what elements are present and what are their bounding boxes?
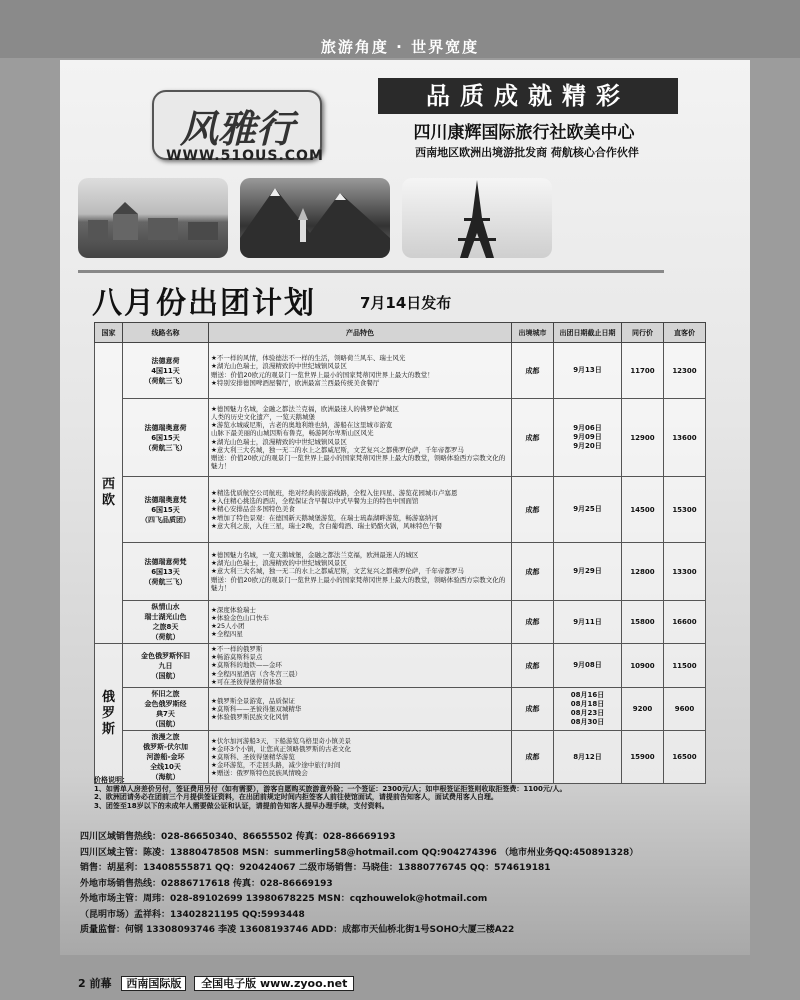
departure-city: 成都 [512,601,554,644]
peer-price: 9200 [622,688,664,731]
table-row [95,477,706,543]
retail-price: 13300 [664,543,706,601]
route-features: ★深度体验瑞士 ★体验金色山口快车 ★25人小团 ★全程四星 [209,601,512,644]
peer-price: 15900 [622,731,664,784]
peer-price: 12900 [622,399,664,477]
departure-dates: 08月16日 08月18日 08月23日 08月30日 [554,688,622,731]
col-peer-price: 同行价 [622,323,664,343]
col-country: 国家 [95,323,123,343]
departure-city: 成都 [512,543,554,601]
departure-city: 成都 [512,731,554,784]
departure-city: 成都 [512,688,554,731]
retail-price: 15300 [664,477,706,543]
col-retail-price: 直客价 [664,323,706,343]
contact-line: 四川区域销售热线：028-86650340、86655502 传真：028-86669193 [80,832,396,842]
table-row [95,688,706,731]
route-name: 法德瑞奥意荷 6国15天 （荷航三飞） [123,399,209,477]
town-photo [78,178,228,258]
route-name: 怀旧之旅 金色俄罗斯经 典7天 （国航） [123,688,209,731]
retail-price: 16500 [664,731,706,784]
agency-name: 四川康辉国际旅行社欧美中心 [413,123,635,143]
note-line: 2、欧洲团请务必在团前三个月提供签证资料，在出团前规定时间内拒签客人前往使馆面试，请提前告知客人，面试费用客人自理。 [94,793,498,801]
table-row [95,343,706,399]
price-notes [94,776,706,810]
retail-price: 13600 [664,399,706,477]
contact-line: 质量监督：何钢 13308093746 李凌 13608193746 ADD：成都市天仙桥北街1号SOHO大厦三楼A22 [80,925,515,935]
contact-line: 外地市场销售热线：02886717618 传真：028-86669193 [80,878,333,889]
departure-dates: 9月08日 [554,644,622,688]
plan-date: 7月14日发布 [360,294,452,312]
route-features: ★不一样的俄罗斯 ★畅游莫斯科景点 ★莫斯科的地铁——金环 ★全程四星酒店（含冬宫三晨） ★可在圣彼得堡停留体验 [209,644,512,688]
tour-body [95,343,706,784]
contact-line: 销售：胡星利：13408555871 QQ：920424067 二级市场销售：马晓佳：13880776745 QQ：574619181 [80,863,551,873]
contact-block [80,830,740,939]
footer [78,975,354,991]
region-russia: 俄 罗 斯 [95,644,123,784]
note-line: 1、如需单人房差价另付，签证费用另付（如有需要），游客自愿购买旅游意外险；一个签证：2300元/人；如申根签证拒签则收取拒签费：1100元/人。 [94,784,567,793]
region-west-europe: 西 欧 [95,343,123,644]
plan-title: 八月份出团计划 [92,286,316,321]
route-features: ★俄罗斯全景游览，品质保证 ★莫斯科——圣彼得堡双城精华 ★体验俄罗斯民族文化风情 [209,688,512,731]
route-features: ★德国魅力名城，一览天鹅城堡，金融之都法兰克福，欧洲最迷人的城区 ★湖光山色瑞士，浪漫精致的中世纪城镇风景区 ★意大利三大名城，独一无二的水上之都威尼斯，文艺复兴之都佛罗伦萨，千年帝都罗马 赠送：价值20欧元的观景门一览世界上最小的国家梵蒂冈世界上最大的教堂，领略体验西方宗教文化的魅力！ [209,543,512,601]
alps-photo [240,178,390,258]
edition-badge: 西南国际版 [121,976,186,991]
contact-line: 外地市场主管：周玮：028-89102699 13980678225 MSN：cqzhouwelok@hotmail.com [80,894,488,904]
departure-city: 成都 [512,644,554,688]
departure-dates: 9月06日 9月09日 9月20日 [554,399,622,477]
divider [78,270,664,273]
page-number: 2 [78,977,86,990]
departure-dates: 9月29日 [554,543,622,601]
peer-price: 15800 [622,601,664,644]
contact-line: 四川区域主管：陈凌：13880478508 MSN：summerling58@hotmail.com QQ:904274396 （地市州业务QQ:450891328） [80,847,639,858]
peer-price: 11700 [622,343,664,399]
departure-dates: 9月11日 [554,601,622,644]
eiffel-photo [402,178,552,258]
route-features: ★不一样的风情，体验德法不一样的生活，领略荷兰风车、瑞士风光 ★湖光山色瑞士，浪漫精致的中世纪城镇风景区 赠送：价值20欧元的观景门一览世界上最小的国家梵蒂冈世界上最大的教堂！ ★特别安排德国啤酒屋餐厅，欧洲最富兰西最传统美食餐厅 [209,343,512,399]
note-line: 3、团签至18岁以下的未成年人需要做公证和认证，请提前告知客人提早办理手续，支付资料。 [94,801,389,810]
table-row [95,543,706,601]
departure-dates: 9月13日 [554,343,622,399]
route-name: 纵情山水 瑞士湖光山色 之旅8天 （荷航） [123,601,209,644]
col-city: 出境城市 [512,323,554,343]
departure-city: 成都 [512,343,554,399]
slogan: 旅游角度 · 世界宽度 [320,38,480,56]
notes-title: 价格说明： [94,776,129,784]
peer-price: 10900 [622,644,664,688]
route-name: 法德意荷 4国11天 （荷航三飞） [123,343,209,399]
departure-city: 成都 [512,399,554,477]
departure-city: 成都 [512,477,554,543]
col-dates: 出团日期截止日期 [554,323,622,343]
table-header-row [95,323,706,343]
retail-price: 12300 [664,343,706,399]
front-label: 前幕 [89,977,112,990]
route-features: ★伏尔加河游船3天，下船游览乌格里奇小镇美景 ★金环3个小镇，让您真正领略俄罗斯的古老文化 ★莫斯科、圣彼得堡精华游览 ★金环游览，不走回头路，减少途中旅行时间 ★赠送：俄罗斯特色民族风情晚会 [209,731,512,784]
col-features: 产品特色 [209,323,512,343]
route-name: 浪漫之旅 俄罗斯-伏尔加 河游船-金环 全线10天 （海航） [123,731,209,784]
logo-text: 风雅行 [179,106,294,151]
ad-page [60,60,750,955]
tour-table [94,322,706,784]
headline: 品质成就精彩 [378,78,678,114]
route-name: 法德瑞奥意梵 6国15天 （四飞品质团） [123,477,209,543]
route-name: 金色俄罗斯怀旧 九日 （国航） [123,644,209,688]
retail-price: 11500 [664,644,706,688]
retail-price: 9600 [664,688,706,731]
footer-site[interactable]: 全国电子版 www.zyoo.net [194,976,354,991]
col-route: 线路名称 [123,323,209,343]
contact-line: （昆明市场）孟祥科：13402821195 QQ:5993448 [80,909,305,920]
route-features: ★德国魅力名城，金融之都法兰克福，欧洲最迷人的佛罗伦萨城区 人类的历史文化遗产，一览天鹅城堡 ★游览水城威尼斯，古老的奥地利维也纳，游船在这里城市游览 山脉下最美丽的山城因斯布鲁克，畅游阿尔卑斯山区风光 ★湖光山色瑞士，浪漫精致的中世纪城镇风景区 ★意大利三大名城，独一无二的水上之都威尼斯，文艺复兴之都佛罗伦萨，千年帝都罗马 赠送：价值20欧元的观景门一览世界上最小的国家梵蒂冈世界上最大的教堂，领略体验西方宗教文化的魅力！ [209,399,512,477]
table-row [95,399,706,477]
departure-dates: 9月25日 [554,477,622,543]
website-url[interactable]: WWW.51OUS.COM [166,148,324,164]
route-name: 法德瑞意荷梵 6国13天 （荷航三飞） [123,543,209,601]
table-row [95,601,706,644]
route-features: ★精选优质航空公司航班，绝对经典的旅游线路，全程入住四星、游览花园城市卢塞恩 ★入住精心挑选的酒店，全程保证含早餐以中式早餐为主的特色中国面馆 ★精心安排品尝多国特色美食 ★增加了特色景观：在德国新天鹅城堡游览，在瑞士琉森湖畔游览，畅游塞纳河 ★意大利之旅，入住三星，瑞士2晚，含白葡萄酒、瑞士奶酪火锅，风味特色午餐 [209,477,512,543]
peer-price: 14500 [622,477,664,543]
table-row [95,644,706,688]
departure-dates: 8月12日 [554,731,622,784]
peer-price: 12800 [622,543,664,601]
top-band [0,0,800,58]
agency-subtitle: 西南地区欧洲出境游批发商 荷航核心合作伙伴 [415,146,639,159]
retail-price: 16600 [664,601,706,644]
